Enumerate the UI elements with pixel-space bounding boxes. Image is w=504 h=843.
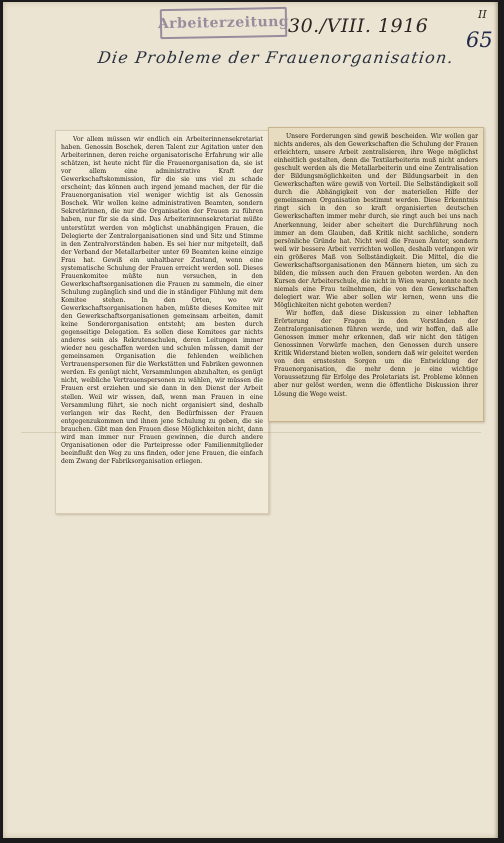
roman-marker: II bbox=[478, 8, 487, 21]
page-number: 65 bbox=[466, 28, 493, 52]
newspaper-stamp: Arbeiterzeitung bbox=[160, 7, 288, 39]
article-column-right bbox=[274, 133, 478, 417]
clipping-left bbox=[55, 130, 269, 514]
clipping-right bbox=[268, 127, 484, 422]
article-paragraph: Wir hoffen, daß diese Diskussion zu einer lebhaften Erörterung der Fragen in den Vorständen der Zentralorganisationen führen werde, und wir hoffen, daß alle Genossen immer mehr erkennen, daß wir nicht den tätigen Genossinnen Vorwürfe machen, den Genossen durch unsere Kritik Widerstand bieten wollen, sondern daß wir geleitet werden von den ernstesten Sorgen um die Entwicklung der Frauenorganisation, die mehr denn je eine wichtige Voraussetzung für Erfolge des Proletariats ist. Probleme können aber nur gelöst werden, wenn die öffentliche Diskussion ihrer Lösung die Wege weist. bbox=[274, 310, 478, 398]
handwritten-title: Die Probleme der Frauenorganisation. bbox=[96, 48, 456, 67]
paper-fold-line bbox=[21, 432, 481, 433]
article-paragraph: Vor allem müssen wir endlich ein Arbeiterinnensekretariat haben. Genossin Boschek, deren Talent zur Agitation unter den Arbeiterinnen, deren reiche organisatorische Erfahrung wir alle schätzen, ist heute nicht für die Frauenorganisation da, sie ist vor allem eine administrative Kraft der Gewerkschaftskommission, für die sie uns viel zu schade erscheint; das können auch irgend jemand machen, der für die Frauenorganisation viel weniger wichtig ist als Genossin Boschek. Wir wollen keine administrativen Beamten, sondern Sekretärinnen, die nur die Organisation der Frauen zu führen haben, nur für sie da sind. Das Arbeiterinnensekretariat müßte unterstützt werden von möglichst unabhängigen Frauen, die Delegierte der Zentralorganisationen sind und Sitz und Stimme in den Zentralvorständen haben. Es sei hier nur mitgeteilt, daß der Verband der Metallarbeiter unter 69 Beamten keine einzige Frau hat. Gewiß ein unhaltbarer Zustand, wenn eine systematische Schulung der Frauen erreicht werden soll. Dieses Frauenkomitee müßte nun versuchen, in den Gewerkschaftsorganisationen die Frauen zu sammeln, die einer Schulung zugänglich sind und die in ständiger Fühlung mit dem Komitee stehen. In den Orten, wo wir Gewerkschaftsorganisationen haben, müßte dieses Komitee mit den Gewerkschaftsorganisationen gemeinsam arbeiten, damit keine Sonderorganisation entsteht; am besten durch gegenseitige Delegation. Es sollen diese Komitees gar nichts anderes sein als Rekrutenschulen, deren Leitungen immer wieder neu geschaffen werden und schulen müssen, damit der gemeinsamen Organisation die fehlenden weiblichen Vertrauenspersonen für die Werkstätten und Fabriken gewonnen werden. Es genügt nicht, Versammlungen abzuhalten, es genügt nicht, weibliche Vertrauenspersonen zu wählen, wir müssen die Frauen erst erziehen und sie dann in den Dienst der Arbeit stellen. Weil wir wissen, daß, wenn man Frauen in eine Versammlung führt, sie noch nicht organisiert sind, deshalb verlangen wir das Recht, den Bedürfnissen der Frauen entgegenzukommen und ihnen jene Schulung zu geben, die sie brauchen. Gibt man den Frauen diese Möglichkeiten nicht, dann wird man immer nur Frauen gewinnen, die durch andere Organisationen oder die Parteipresse oder Familienmitglieder beeinflußt den Weg zu uns finden, oder jene Frauen, die einfach dem Zwang der Fabriksorganisation erliegen. bbox=[61, 136, 263, 465]
sheet-edge-shadow bbox=[494, 2, 498, 838]
article-column-left bbox=[61, 136, 263, 509]
handwritten-date: 30./VIII. 1916 bbox=[288, 15, 429, 37]
archive-sheet bbox=[3, 2, 498, 838]
article-paragraph: Unsere Forderungen sind gewiß bescheiden. Wir wollen gar nichts anderes, als den Gewerkschaften die Schulung der Frauen erleichtern, unsere Arbeit zentralisieren, ihre Wege möglichst einheitlich gestalten, denn die Textilarbeiterin muß nicht anders geschult werden als die Metallarbeiterin und eine Zentralisation der Bildungsmöglichkeiten und der Bildungsarbeit in den Gewerkschaften wäre gewiß von Vorteil. Die Selbständigkeit soll durch die Abhängigkeit von der materiellen Hilfe der gemeinsamen Organisation bestimmt werden. Diese Erkenntnis ringt sich in den so kraft organisierten deutschen Gewerkschaften immer mehr durch, sie ringt auch bei uns nach Anerkennung, leider aber scheitert die Durchführung noch immer an dem Glauben, daß Kritik nicht sachliche, sondern persönliche Gründe hat. Nicht weil die Frauen Ämter, sondern weil wir bessere Arbeit verrichten wollen, deshalb verlangen wir ein größeres Maß von Selbständigkeit. Die Mittel, die die Gewerkschaftsorganisationen den Männern bieten, um sich zu bilden, die müssen auch den Frauen geboten werden. An den Kursen der Arbeiterschule, die nicht in Wien waren, konnte noch niemals eine Frau teilnehmen, die von den Gewerkschaften delegiert war. Wie aber sollen wir lernen, wenn uns die Möglichkeiten nicht geboten werden? bbox=[274, 133, 478, 309]
